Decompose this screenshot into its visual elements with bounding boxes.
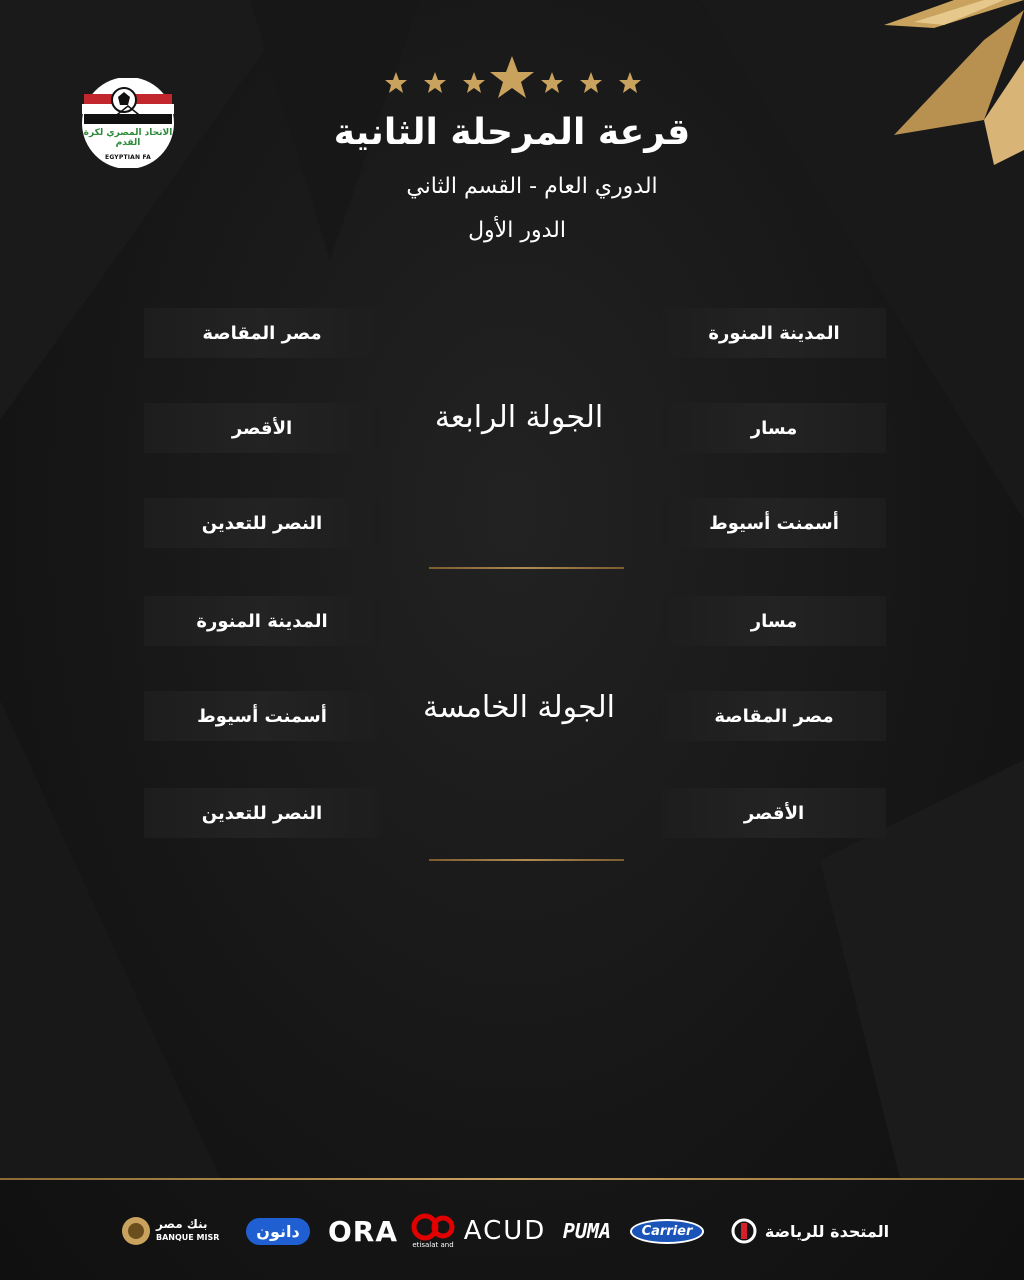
carrier-logo: Carrier — [630, 1219, 705, 1244]
stars-icon — [380, 52, 644, 108]
match-away-team: أسمنت أسيوط — [144, 691, 380, 741]
footer-divider — [0, 1178, 1024, 1180]
match-home-team: مسار — [662, 403, 886, 453]
logo-arabic-name: الاتحاد المصري لكرة القدم — [83, 128, 173, 148]
match-home-team: مسار — [662, 596, 886, 646]
banque-misr-arabic: بنك مصر — [156, 1217, 208, 1231]
banque-misr-logo — [120, 1206, 230, 1256]
united-sports-icon — [731, 1218, 757, 1244]
etisalat-label: etisalat and — [412, 1241, 454, 1249]
match-away-team: المدينة المنورة — [144, 596, 380, 646]
page-title: قرعة المرحلة الثانية — [333, 112, 691, 153]
league-subtitle: الدوري العام - القسم الثاني — [406, 174, 658, 199]
puma-logo: PUMA — [562, 1219, 612, 1243]
gold-corner-decoration — [874, 0, 1024, 170]
round-label: الجولة الرابعة — [434, 400, 604, 435]
match-home-team: المدينة المنورة — [662, 308, 886, 358]
stage-subtitle: الدور الأول — [468, 218, 566, 243]
acud-logo: ACUD — [463, 1216, 547, 1246]
round-label: الجولة الخامسة — [423, 690, 615, 725]
round-divider — [429, 859, 624, 861]
match-away-team: الأقصر — [144, 403, 380, 453]
match-home-team: الأقصر — [662, 788, 886, 838]
banque-misr-english: BANQUE MISR — [156, 1233, 220, 1242]
match-home-team: مصر المقاصة — [662, 691, 886, 741]
match-away-team: مصر المقاصة — [144, 308, 380, 358]
united-sports-logo: المتحدة للرياضة — [764, 1221, 890, 1241]
banque-misr-emblem-icon — [120, 1213, 152, 1249]
sponsor-bar — [120, 1206, 910, 1256]
match-away-team: النصر للتعدين — [144, 788, 380, 838]
etisalat-e-icon — [411, 1213, 455, 1241]
ora-logo: ORA — [327, 1214, 399, 1248]
match-home-team: أسمنت أسيوط — [662, 498, 886, 548]
danone-logo: دانون — [246, 1218, 309, 1245]
logo-english-name: EGYPTIAN FA — [105, 154, 151, 161]
match-away-team: النصر للتعدين — [144, 498, 380, 548]
round-divider — [429, 567, 624, 569]
